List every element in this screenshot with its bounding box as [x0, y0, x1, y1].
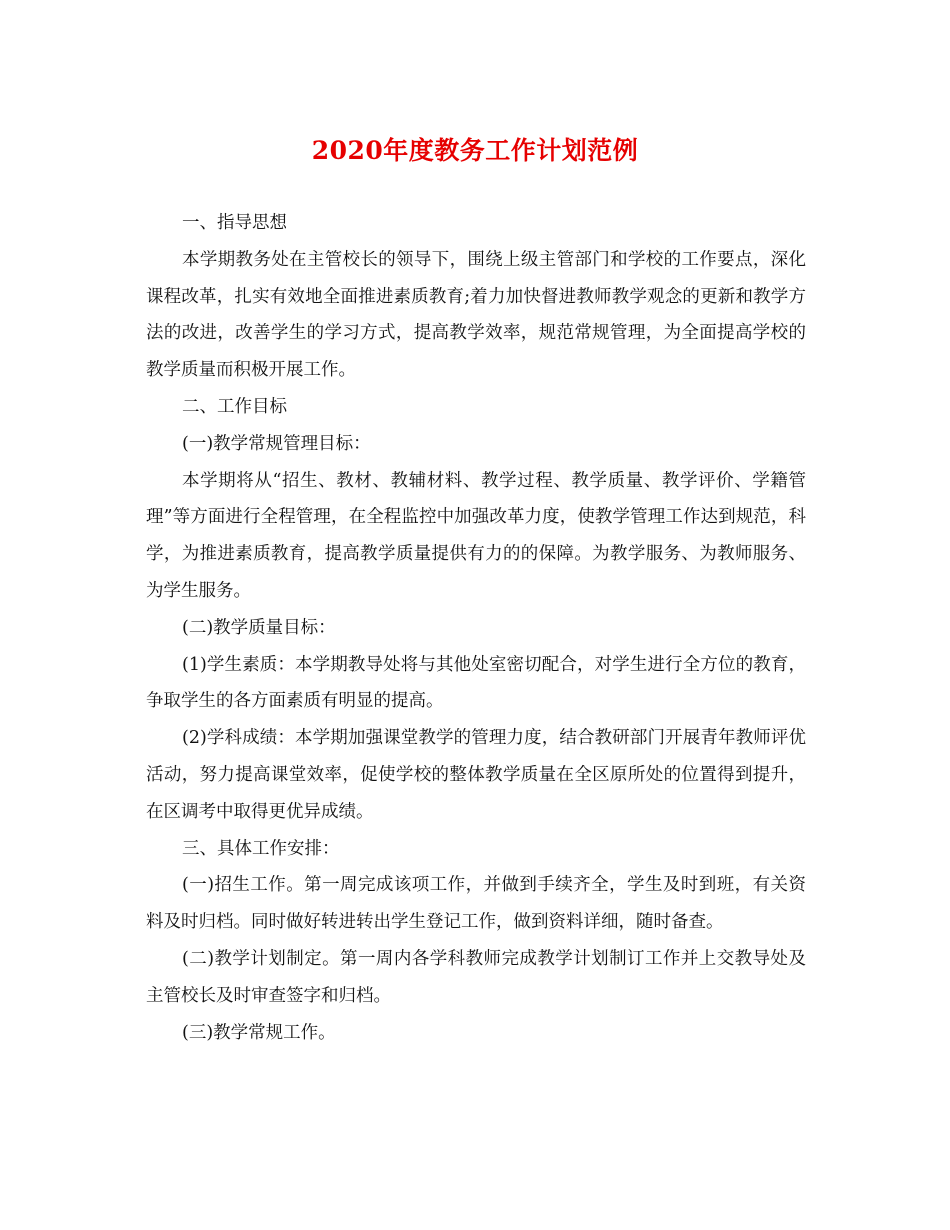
section-heading-work-arrangement: 三、具体工作安排：	[182, 838, 340, 859]
paragraph-student-quality: (1)学生素质：本学期教导处将与其他处室密切配合，对学生进行全方位的教育，争取学生的各方面素质有明显的提高。	[146, 654, 806, 712]
paragraph-routine-work: (三)教学常规工作。	[182, 1022, 336, 1043]
paragraph-teaching-plan: (二)教学计划制定。第一周内各学科教师完成教学计划制订工作并上交教导处及主管校长及时审查签字和归档。	[146, 948, 806, 1006]
document-title: 2020年度教务工作计划范例	[311, 136, 639, 165]
paragraph-enrollment-work: (一)招生工作。第一周完成该项工作，并做到手续齐全，学生及时到班，有关资料及时归档。同时做好转进转出学生登记工作，做到资料详细，随时备查。	[146, 875, 806, 933]
section-heading-guiding-thought: 一、指导思想	[182, 213, 287, 233]
subheading-teaching-quality-goal: (二)教学质量目标：	[182, 617, 336, 638]
paragraph-routine-management: 本学期将从“招生、教材、教辅材料、教学过程、教学质量、教学评价、学籍管理”等方面进行全程管理，在全程监控中加强改革力度，使教学管理工作达到规范，科学，为推进素质教育，提高教学质量提供有力的的保障。为教学服务、为教师服务、为学生服务。	[146, 470, 806, 601]
section-heading-work-goals: 二、工作目标	[182, 396, 287, 417]
subheading-routine-management-goal: (一)教学常规管理目标：	[182, 433, 371, 454]
document-body	[146, 205, 806, 1051]
paragraph-subject-scores: (2)学科成绩：本学期加强课堂教学的管理力度，结合教研部门开展青年教师评优活动，努力提高课堂效率，促使学校的整体教学质量在全区原所处的位置得到提升，在区调考中取得更优异成绩。	[146, 728, 806, 822]
paragraph-guiding-thought: 本学期教务处在主管校长的领导下，围绕上级主管部门和学校的工作要点，深化课程改革，扎实有效地全面推进素质教育;着力加快督进教师教学观念的更新和教学方法的改进，改善学生的学习方式，提高教学效率，规范常规管理，为全面提高学校的教学质量而积极开展工作。	[146, 249, 806, 381]
